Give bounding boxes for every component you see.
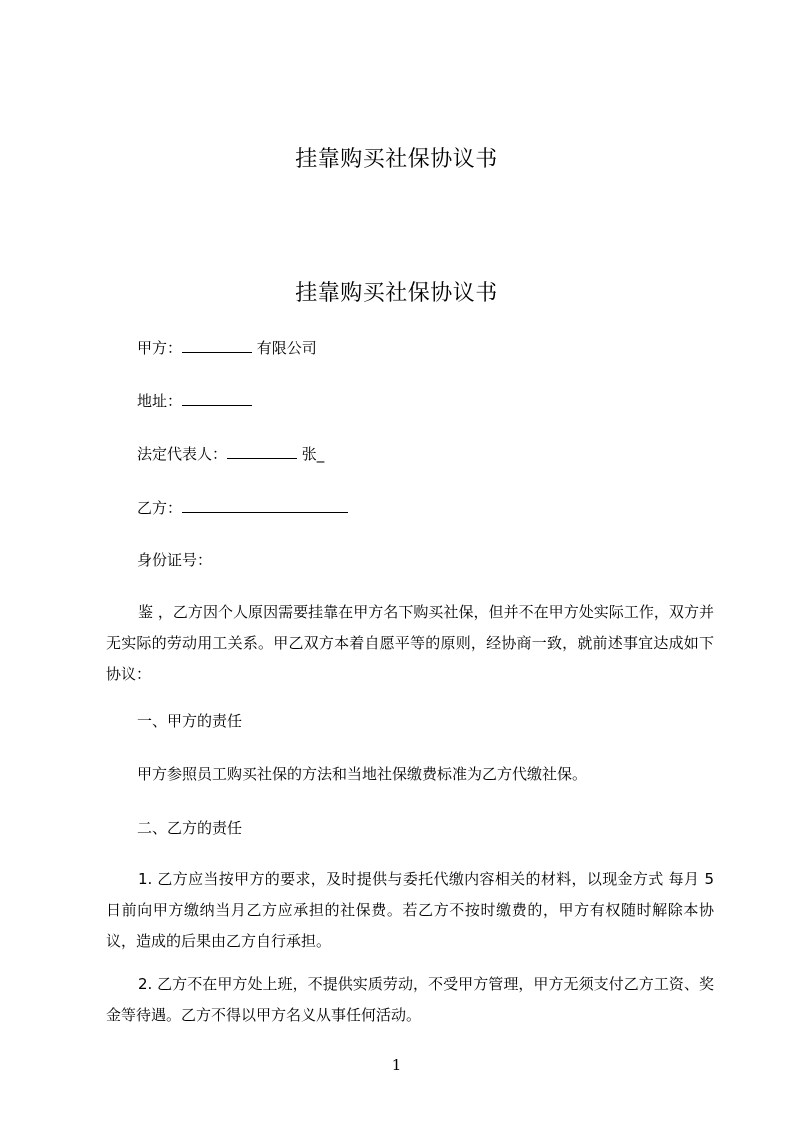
party-a-suffix: 有限公司 [256, 339, 317, 357]
legal-rep-line [137, 443, 324, 464]
section2-item1 [106, 864, 714, 957]
id-number-line [137, 550, 212, 570]
legal-rep-label: 法定代表人： [137, 445, 228, 463]
main-title: 挂靠购买社保协议书 [295, 281, 498, 306]
section2-item2 [106, 969, 714, 1031]
legal-rep-suffix: 张_ [301, 445, 325, 463]
section2-heading: 二、乙方的责任 [137, 819, 243, 837]
intro-text: 鉴 ，乙方因个人原因需要挂靠在甲方名下购买社保，但并不在甲方处实际工作，双方并无实际的劳动用工关系。甲乙双方本着自愿平等的原则，经协商一致，就前述事宜达成如下协议： [106, 603, 714, 683]
party-a-blank [182, 337, 252, 353]
section1-text: 甲方参照员工购买社保的方法和当地社保缴费标准为乙方代缴社保。 [137, 765, 588, 783]
address-line [137, 390, 252, 411]
address-blank [182, 390, 252, 406]
party-a-line [137, 337, 317, 358]
party-b-line [137, 497, 348, 518]
party-b-label: 乙方： [137, 499, 183, 517]
header-title: 挂靠购买社保协议书 [295, 147, 498, 172]
page-number: 1 [391, 1056, 402, 1074]
id-number-label: 身份证号： [137, 551, 213, 569]
party-b-blank [182, 497, 348, 513]
address-label: 地址： [137, 392, 183, 410]
intro-paragraph [106, 597, 714, 690]
section2-item2-text: 2. 乙方不在甲方处上班，不提供实质劳动，不受甲方管理，甲方无须支付乙方工资、奖金等待遇。乙方不得以甲方名义从事任何活动。 [106, 975, 714, 1024]
section1-heading: 一、甲方的责任 [137, 712, 243, 730]
section2-item1-text: 1. 乙方应当按甲方的要求，及时提供与委托代缴内容相关的材料，以现金方式 每月 5 日前向甲方缴纳当月乙方应承担的社保费。若乙方不按时缴费的，甲方有权随时解除本协议，造成的后果由乙方自行承担。 [106, 870, 714, 950]
party-a-label: 甲方： [137, 339, 183, 357]
legal-rep-blank [227, 443, 297, 459]
